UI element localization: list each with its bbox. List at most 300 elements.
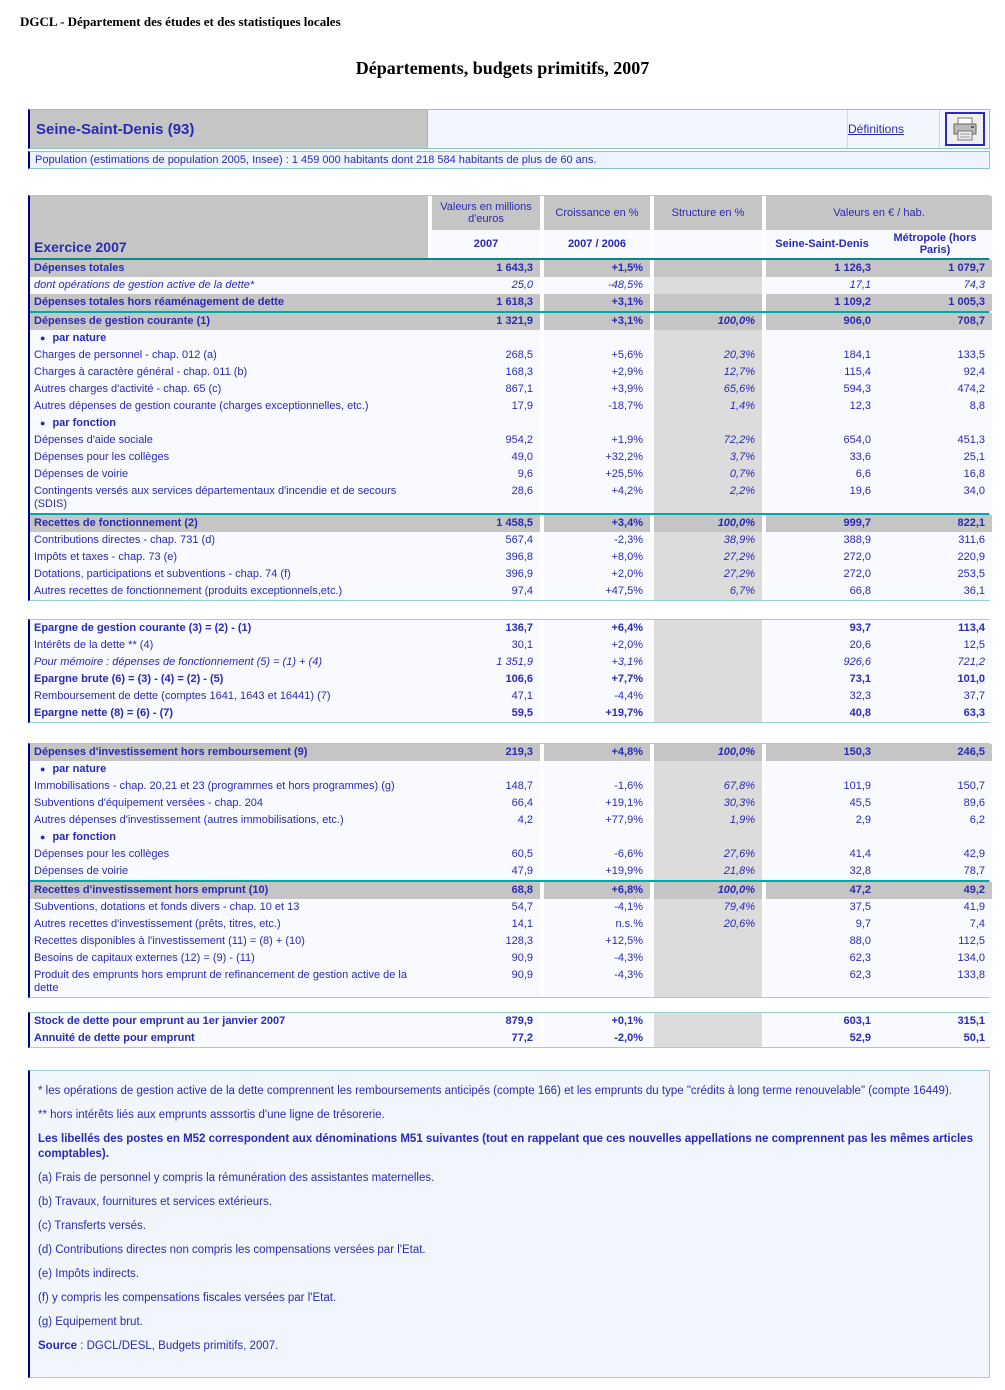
structure-cell: 79,4% <box>654 899 762 916</box>
per-hab-metropole-cell: 101,0 <box>878 671 992 688</box>
rows-investissement <box>30 744 989 997</box>
row-label: Produit des emprunts hors emprunt de refinancement de gestion active de la dette <box>30 967 432 997</box>
structure-cell: 100,0% <box>654 882 762 899</box>
source-label: Source <box>38 1340 77 1352</box>
structure-cell: 6,7% <box>654 583 762 600</box>
per-hab-metropole-cell: 253,5 <box>878 566 992 583</box>
structure-cell <box>654 620 762 637</box>
row-label: Dépenses pour les collèges <box>30 449 432 466</box>
structure-cell <box>654 330 762 347</box>
value-millions-cell: 1 618,3 <box>432 294 540 311</box>
growth-cell <box>544 761 650 778</box>
per-hab-ssd-cell: 37,5 <box>766 899 878 916</box>
row-label: Dépenses de voirie <box>30 466 432 483</box>
row-label: Charges à caractère général - chap. 011 (b) <box>30 364 432 381</box>
header-bar-spacer <box>428 110 847 148</box>
table-row <box>30 313 989 330</box>
table-row <box>30 1013 989 1030</box>
per-hab-metropole-cell: 113,4 <box>878 620 992 637</box>
table-row <box>30 637 989 654</box>
value-millions-cell: 97,4 <box>432 583 540 600</box>
subheader-seine-saint-denis: Seine-Saint-Denis <box>766 230 878 258</box>
budget-table-investissement <box>28 743 990 998</box>
per-hab-metropole-cell: 41,9 <box>878 899 992 916</box>
per-hab-ssd-cell: 999,7 <box>766 515 878 532</box>
table-row <box>30 620 989 637</box>
row-label: Contributions directes - chap. 731 (d) <box>30 532 432 549</box>
growth-cell: -2,3% <box>544 532 650 549</box>
growth-cell: -4,3% <box>544 967 650 997</box>
per-hab-metropole-cell: 1 079,7 <box>878 260 992 277</box>
structure-cell: 12,7% <box>654 364 762 381</box>
growth-cell: +6,8% <box>544 882 650 899</box>
per-hab-ssd-cell: 73,1 <box>766 671 878 688</box>
growth-cell: +3,4% <box>544 515 650 532</box>
growth-cell: +3,9% <box>544 381 650 398</box>
structure-cell <box>654 654 762 671</box>
structure-cell: 27,2% <box>654 549 762 566</box>
row-label: Epargne brute (6) = (3) - (4) = (2) - (5) <box>30 671 432 688</box>
per-hab-metropole-cell: 16,8 <box>878 466 992 483</box>
per-hab-ssd-cell: 66,8 <box>766 583 878 600</box>
row-label: Pour mémoire : dépenses de fonctionnement (5) = (1) + (4) <box>30 654 432 671</box>
table-row <box>30 549 989 566</box>
per-hab-metropole-cell <box>878 829 992 846</box>
budget-table-dette <box>28 1012 990 1048</box>
growth-cell: +6,4% <box>544 620 650 637</box>
value-millions-cell: 148,7 <box>432 778 540 795</box>
footnote-line: (b) Travaux, fournitures et services extérieurs. <box>38 1196 272 1208</box>
row-label: Epargne de gestion courante (3) = (2) - (1) <box>30 620 432 637</box>
per-hab-ssd-cell: 9,7 <box>766 916 878 933</box>
per-hab-ssd-cell: 926,6 <box>766 654 878 671</box>
table-row <box>30 364 989 381</box>
row-label: Autres recettes de fonctionnement (produits exceptionnels,etc.) <box>30 583 432 600</box>
row-label <box>30 829 432 846</box>
value-millions-cell: 879,9 <box>432 1013 540 1030</box>
bullet-icon: ● <box>40 764 46 774</box>
footnote-line: ** hors intérêts liés aux emprunts asssortis d'une ligne de trésorerie. <box>38 1109 385 1121</box>
value-millions-cell: 90,9 <box>432 967 540 997</box>
table-row <box>30 916 989 933</box>
growth-cell: -4,1% <box>544 899 650 916</box>
bullet-icon: ● <box>40 333 46 343</box>
growth-cell <box>544 415 650 432</box>
value-millions-cell: 17,9 <box>432 398 540 415</box>
growth-cell: +47,5% <box>544 583 650 600</box>
structure-cell: 27,2% <box>654 566 762 583</box>
per-hab-metropole-cell: 49,2 <box>878 882 992 899</box>
row-label: Stock de dette pour emprunt au 1er janvier 2007 <box>30 1013 432 1030</box>
rows-epargne <box>30 620 989 722</box>
growth-cell: +32,2% <box>544 449 650 466</box>
table-row <box>30 449 989 466</box>
row-label: Annuité de dette pour emprunt <box>30 1030 432 1047</box>
footnote-line: (f) y compris les compensations fiscales versées par l'Etat. <box>38 1292 337 1304</box>
growth-cell: -4,4% <box>544 688 650 705</box>
row-label: Besoins de capitaux externes (12) = (9) - (11) <box>30 950 432 967</box>
row-label <box>30 415 432 432</box>
per-hab-ssd-cell: 272,0 <box>766 566 878 583</box>
row-label: Recettes d'investissement hors emprunt (10) <box>30 882 432 899</box>
growth-cell: +19,9% <box>544 863 650 880</box>
value-millions-cell: 1 643,3 <box>432 260 540 277</box>
subheader-2007-2006: 2007 / 2006 <box>544 230 650 258</box>
structure-cell <box>654 967 762 997</box>
row-label: Remboursement de dette (comptes 1641, 1643 et 16441) (7) <box>30 688 432 705</box>
per-hab-ssd-cell: 32,3 <box>766 688 878 705</box>
table-row <box>30 688 989 705</box>
structure-cell <box>654 260 762 277</box>
per-hab-ssd-cell: 93,7 <box>766 620 878 637</box>
table-row <box>30 933 989 950</box>
per-hab-metropole-cell: 25,1 <box>878 449 992 466</box>
table-row <box>30 1030 989 1047</box>
per-hab-ssd-cell: 388,9 <box>766 532 878 549</box>
row-label: Dépenses d'investissement hors remboursement (9) <box>30 744 432 761</box>
per-hab-ssd-cell: 12,3 <box>766 398 878 415</box>
per-hab-metropole-cell: 133,8 <box>878 967 992 997</box>
per-hab-metropole-cell: 50,1 <box>878 1030 992 1047</box>
column-header-values: Valeurs en millions d'euros <box>432 196 540 230</box>
structure-cell <box>654 688 762 705</box>
column-header-per-hab: Valeurs en € / hab. <box>766 196 992 230</box>
structure-cell: 21,8% <box>654 863 762 880</box>
value-millions-cell: 68,8 <box>432 882 540 899</box>
per-hab-ssd-cell <box>766 330 878 347</box>
value-millions-cell: 54,7 <box>432 899 540 916</box>
per-hab-ssd-cell: 6,6 <box>766 466 878 483</box>
table-row <box>30 778 989 795</box>
footnote-line: Les libellés des postes en M52 correspondent aux dénominations M51 suivantes (tout en rappelant que ces nouvelles appellations ne comprennent pas les mêmes articles comptables). <box>38 1133 973 1160</box>
structure-cell <box>654 415 762 432</box>
growth-cell: +3,1% <box>544 654 650 671</box>
table-row <box>30 398 989 415</box>
department-header-bar <box>28 109 990 149</box>
growth-cell <box>544 829 650 846</box>
value-millions-cell: 90,9 <box>432 950 540 967</box>
growth-cell: +19,7% <box>544 705 650 722</box>
structure-cell: 72,2% <box>654 432 762 449</box>
column-header-structure: Structure en % <box>654 196 762 230</box>
structure-cell <box>654 829 762 846</box>
table-row <box>30 795 989 812</box>
per-hab-metropole-cell: 474,2 <box>878 381 992 398</box>
value-millions-cell: 567,4 <box>432 532 540 549</box>
bullet-label: par fonction <box>52 831 116 843</box>
table-row <box>30 846 989 863</box>
footnote-line: (e) Impôts indirects. <box>38 1268 139 1280</box>
per-hab-metropole-cell: 42,9 <box>878 846 992 863</box>
budget-table-epargne <box>28 619 990 723</box>
per-hab-metropole-cell <box>878 761 992 778</box>
structure-cell: 3,7% <box>654 449 762 466</box>
structure-cell: 30,3% <box>654 795 762 812</box>
value-millions-cell: 219,3 <box>432 744 540 761</box>
value-millions-cell: 14,1 <box>432 916 540 933</box>
per-hab-ssd-cell: 654,0 <box>766 432 878 449</box>
table-row <box>30 381 989 398</box>
per-hab-metropole-cell <box>878 330 992 347</box>
value-millions-cell: 396,8 <box>432 549 540 566</box>
table-row <box>30 432 989 449</box>
table-row <box>30 330 989 347</box>
bullet-icon: ● <box>40 418 46 428</box>
per-hab-ssd-cell: 150,3 <box>766 744 878 761</box>
rows-dette <box>30 1013 989 1047</box>
table-row <box>30 654 989 671</box>
growth-cell: -48,5% <box>544 277 650 294</box>
value-millions-cell: 60,5 <box>432 846 540 863</box>
value-millions-cell: 9,6 <box>432 466 540 483</box>
agency-line: DGCL - Département des études et des statistiques locales <box>20 14 341 29</box>
table-row <box>30 899 989 916</box>
per-hab-metropole-cell: 36,1 <box>878 583 992 600</box>
structure-cell <box>654 950 762 967</box>
per-hab-metropole-cell: 451,3 <box>878 432 992 449</box>
row-label: Dépenses totales hors réaménagement de dette <box>30 294 432 311</box>
row-label: Autres charges d'activité - chap. 65 (c) <box>30 381 432 398</box>
growth-cell: -1,6% <box>544 778 650 795</box>
per-hab-ssd-cell: 40,8 <box>766 705 878 722</box>
row-label: Subventions d'équipement versées - chap. 204 <box>30 795 432 812</box>
per-hab-ssd-cell: 906,0 <box>766 313 878 330</box>
structure-cell: 2,2% <box>654 483 762 513</box>
per-hab-ssd-cell: 101,9 <box>766 778 878 795</box>
table-row <box>30 277 989 294</box>
value-millions-cell: 30,1 <box>432 637 540 654</box>
structure-cell <box>654 294 762 311</box>
table-row <box>30 515 989 532</box>
per-hab-ssd-cell: 41,4 <box>766 846 878 863</box>
value-millions-cell: 396,9 <box>432 566 540 583</box>
table-row <box>30 532 989 549</box>
row-label: Autres recettes d'investissement (prêts, titres, etc.) <box>30 916 432 933</box>
per-hab-ssd-cell: 62,3 <box>766 950 878 967</box>
table-row <box>30 863 989 880</box>
row-label: Intérêts de la dette ** (4) <box>30 637 432 654</box>
value-millions-cell: 47,1 <box>432 688 540 705</box>
per-hab-metropole-cell: 34,0 <box>878 483 992 513</box>
per-hab-ssd-cell: 62,3 <box>766 967 878 997</box>
value-millions-cell: 1 321,9 <box>432 313 540 330</box>
growth-cell: +8,0% <box>544 549 650 566</box>
value-millions-cell: 59,5 <box>432 705 540 722</box>
table-row <box>30 705 989 722</box>
value-millions-cell: 66,4 <box>432 795 540 812</box>
per-hab-metropole-cell: 89,6 <box>878 795 992 812</box>
row-label: Charges de personnel - chap. 012 (a) <box>30 347 432 364</box>
growth-cell: -6,6% <box>544 846 650 863</box>
table-row <box>30 415 989 432</box>
value-millions-cell <box>432 330 540 347</box>
table-row <box>30 812 989 829</box>
row-label <box>30 761 432 778</box>
row-label: Recettes disponibles à l'investissement (11) = (8) + (10) <box>30 933 432 950</box>
per-hab-metropole-cell: 708,7 <box>878 313 992 330</box>
per-hab-metropole-cell: 1 005,3 <box>878 294 992 311</box>
value-millions-cell: 4,2 <box>432 812 540 829</box>
per-hab-metropole-cell: 133,5 <box>878 347 992 364</box>
row-label: Impôts et taxes - chap. 73 (e) <box>30 549 432 566</box>
growth-cell: +1,5% <box>544 260 650 277</box>
per-hab-ssd-cell: 20,6 <box>766 637 878 654</box>
page-title: Départements, budgets primitifs, 2007 <box>355 58 650 78</box>
value-millions-cell: 49,0 <box>432 449 540 466</box>
per-hab-ssd-cell: 47,2 <box>766 882 878 899</box>
structure-cell: 27,6% <box>654 846 762 863</box>
row-label: Dépenses de gestion courante (1) <box>30 313 432 330</box>
growth-cell: +4,2% <box>544 483 650 513</box>
definitions-link[interactable]: Définitions <box>848 122 905 136</box>
table-row <box>30 466 989 483</box>
structure-cell <box>654 671 762 688</box>
per-hab-metropole-cell: 78,7 <box>878 863 992 880</box>
value-millions-cell: 28,6 <box>432 483 540 513</box>
row-label: Autres dépenses de gestion courante (charges exceptionnelles, etc.) <box>30 398 432 415</box>
table-row <box>30 744 989 761</box>
per-hab-ssd-cell: 594,3 <box>766 381 878 398</box>
table-row <box>30 950 989 967</box>
per-hab-metropole-cell: 315,1 <box>878 1013 992 1030</box>
footnote-line: * les opérations de gestion active de la dette comprennent les remboursements anticipés (compte 166) et les emprunts du type "crédits à long terme renouvelable" (compte 16449). <box>38 1085 952 1097</box>
table-row <box>30 671 989 688</box>
print-button[interactable] <box>945 112 985 146</box>
growth-cell: +19,1% <box>544 795 650 812</box>
row-label: Dépenses d'aide sociale <box>30 432 432 449</box>
table-row <box>30 483 989 513</box>
subheader-structure-blank <box>654 230 762 258</box>
table-row <box>30 347 989 364</box>
footnote-line: (d) Contributions directes non compris les compensations versées par l'Etat. <box>38 1244 426 1256</box>
subheader-2007: 2007 <box>432 230 540 258</box>
value-millions-cell: 128,3 <box>432 933 540 950</box>
growth-cell: +3,1% <box>544 313 650 330</box>
per-hab-ssd-cell: 88,0 <box>766 933 878 950</box>
budget-table-main <box>28 195 990 601</box>
value-millions-cell: 268,5 <box>432 347 540 364</box>
bullet-label: par nature <box>52 763 107 775</box>
value-millions-cell: 867,1 <box>432 381 540 398</box>
per-hab-metropole-cell: 74,3 <box>878 277 992 294</box>
table-row <box>30 967 989 997</box>
per-hab-metropole-cell: 8,8 <box>878 398 992 415</box>
table-row <box>30 566 989 583</box>
row-label: Immobilisations - chap. 20,21 et 23 (programmes et hors programmes) (g) <box>30 778 432 795</box>
row-label: Autres dépenses d'investissement (autres immobilisations, etc.) <box>30 812 432 829</box>
value-millions-cell <box>432 761 540 778</box>
value-millions-cell: 136,7 <box>432 620 540 637</box>
structure-cell: 100,0% <box>654 313 762 330</box>
value-millions-cell: 106,6 <box>432 671 540 688</box>
growth-cell: -18,7% <box>544 398 650 415</box>
value-millions-cell: 1 458,5 <box>432 515 540 532</box>
value-millions-cell: 77,2 <box>432 1030 540 1047</box>
per-hab-metropole-cell: 150,7 <box>878 778 992 795</box>
table-row <box>30 882 989 899</box>
per-hab-ssd-cell <box>766 829 878 846</box>
per-hab-ssd-cell: 52,9 <box>766 1030 878 1047</box>
per-hab-ssd-cell <box>766 415 878 432</box>
structure-cell: 100,0% <box>654 744 762 761</box>
per-hab-ssd-cell: 19,6 <box>766 483 878 513</box>
structure-cell: 65,6% <box>654 381 762 398</box>
structure-cell: 67,8% <box>654 778 762 795</box>
row-label: Dotations, participations et subventions - chap. 74 (f) <box>30 566 432 583</box>
row-label: Recettes de fonctionnement (2) <box>30 515 432 532</box>
footnotes-panel <box>28 1070 990 1378</box>
column-header-growth: Croissance en % <box>544 196 650 230</box>
value-millions-cell: 168,3 <box>432 364 540 381</box>
growth-cell: +2,9% <box>544 364 650 381</box>
growth-cell: +2,0% <box>544 566 650 583</box>
table-row <box>30 294 989 311</box>
growth-cell: +7,7% <box>544 671 650 688</box>
per-hab-metropole-cell: 6,2 <box>878 812 992 829</box>
printer-icon <box>952 117 978 141</box>
growth-cell: +4,8% <box>544 744 650 761</box>
table-row <box>30 260 989 277</box>
structure-cell: 38,9% <box>654 532 762 549</box>
per-hab-ssd-cell: 17,1 <box>766 277 878 294</box>
row-label: Subventions, dotations et fonds divers - chap. 10 et 13 <box>30 899 432 916</box>
structure-cell <box>654 637 762 654</box>
per-hab-ssd-cell: 115,4 <box>766 364 878 381</box>
structure-cell: 1,9% <box>654 812 762 829</box>
row-label: Epargne nette (8) = (6) - (7) <box>30 705 432 722</box>
structure-cell <box>654 705 762 722</box>
bullet-icon: ● <box>40 832 46 842</box>
structure-cell: 100,0% <box>654 515 762 532</box>
structure-cell <box>654 933 762 950</box>
structure-cell: 0,7% <box>654 466 762 483</box>
structure-cell <box>654 1013 762 1030</box>
growth-cell: +5,6% <box>544 347 650 364</box>
footnote-line: Source : DGCL/DESL, Budgets primitifs, 2007. <box>38 1340 279 1352</box>
per-hab-ssd-cell: 184,1 <box>766 347 878 364</box>
table-row <box>30 583 989 600</box>
per-hab-metropole-cell: 134,0 <box>878 950 992 967</box>
per-hab-ssd-cell: 32,8 <box>766 863 878 880</box>
per-hab-metropole-cell: 246,5 <box>878 744 992 761</box>
growth-cell: +1,9% <box>544 432 650 449</box>
per-hab-ssd-cell: 45,5 <box>766 795 878 812</box>
value-millions-cell: 25,0 <box>432 277 540 294</box>
per-hab-metropole-cell: 220,9 <box>878 549 992 566</box>
growth-cell: -4,3% <box>544 950 650 967</box>
footnote-line: (g) Equipement brut. <box>38 1316 143 1328</box>
value-millions-cell: 954,2 <box>432 432 540 449</box>
per-hab-ssd-cell: 33,6 <box>766 449 878 466</box>
growth-cell: +0,1% <box>544 1013 650 1030</box>
footnote-line: (a) Frais de personnel y compris la rémunération des assistantes maternelles. <box>38 1172 435 1184</box>
per-hab-metropole-cell: 63,3 <box>878 705 992 722</box>
per-hab-metropole-cell: 37,7 <box>878 688 992 705</box>
footnote-line: (c) Transferts versés. <box>38 1220 146 1232</box>
structure-cell <box>654 277 762 294</box>
per-hab-metropole-cell <box>878 415 992 432</box>
value-millions-cell: 47,9 <box>432 863 540 880</box>
per-hab-metropole-cell: 721,2 <box>878 654 992 671</box>
growth-cell: n.s.% <box>544 916 650 933</box>
row-label: Dépenses de voirie <box>30 863 432 880</box>
row-label: Dépenses totales <box>30 260 432 277</box>
row-label <box>30 330 432 347</box>
growth-cell: +12,5% <box>544 933 650 950</box>
structure-cell: 20,3% <box>654 347 762 364</box>
growth-cell: +25,5% <box>544 466 650 483</box>
exercice-corner-label: Exercice 2007 <box>30 196 432 258</box>
